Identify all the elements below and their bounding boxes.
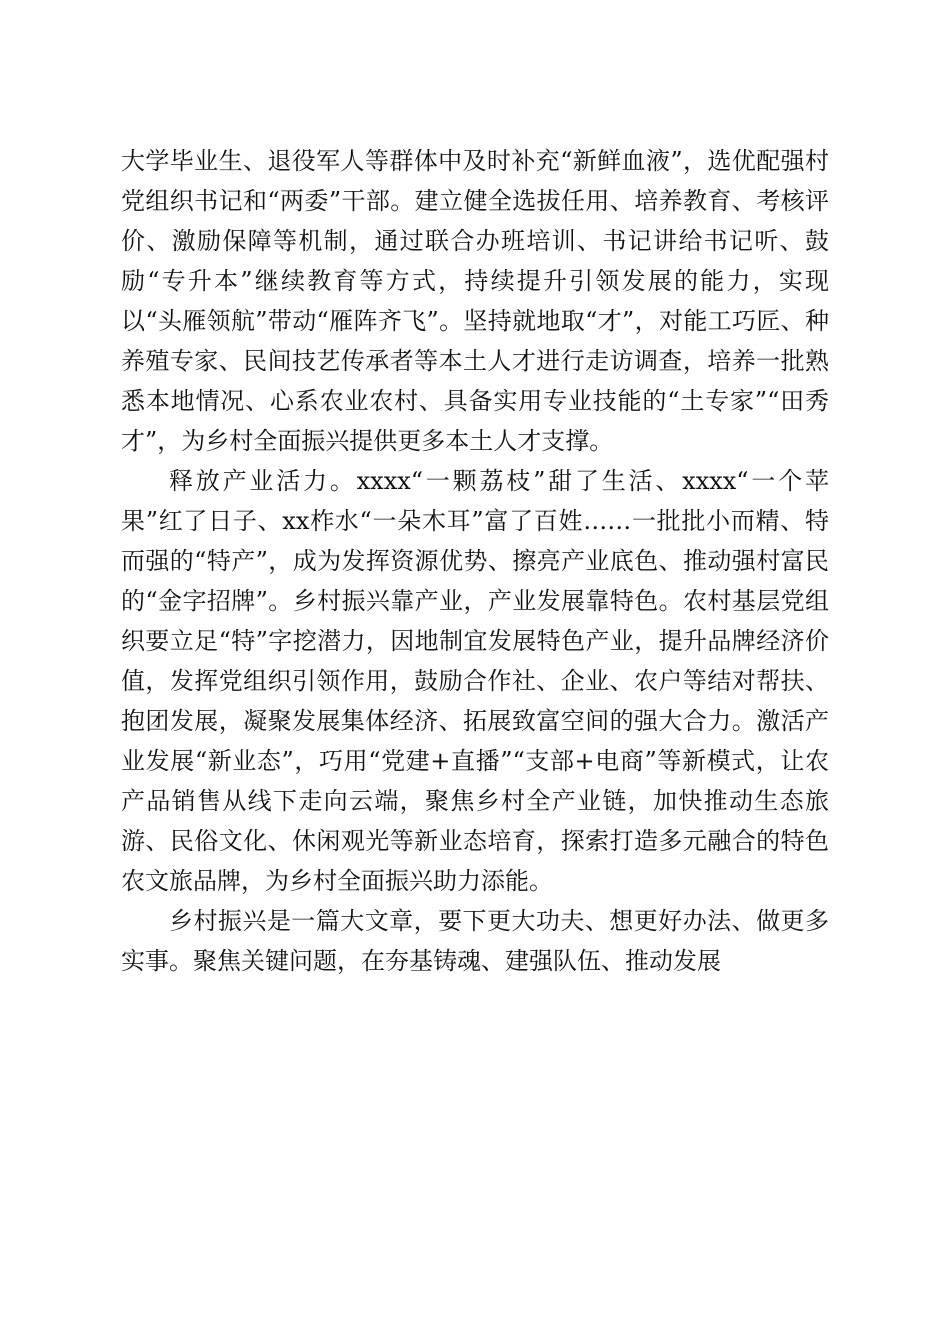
paragraph-talent-support: 大学毕业生、退役军人等群体中及时补充“新鲜血液”，选优配强村党组织书记和“两委”干部。建立健全选拔任用、培养教育、考核评价、激励保障等机制，通过联合办班培训、书记讲给书记听、鼓励“专升本”继续教育等方式，持续提升引领发展的能力，实现以“头雁领航”带动“雁阵齐飞”。坚持就地取“才”，对能工巧匠、种养殖专家、民间技艺传承者等本土人才进行走访调查，培养一批熟悉本地情况、心系农业农村、具备实用专业技能的“土专家”“田秀才”，为乡村全面振兴提供更多本土人才支撑。 xyxy=(121,147,829,455)
document-body xyxy=(121,141,829,981)
paragraph-rural-revitalization: 乡村振兴是一篇大文章，要下更大功夫、想更好办法、做更多实事。聚焦关键问题，在夯基铸魂、建强队伍、推动发展 xyxy=(121,907,829,975)
paragraph-industry-vitality: 释放产业活力。xxxx“一颗荔枝”甜了生活、xxxx“一个苹果”红了日子、xx柞水“一朵木耳”富了百姓……一批批小而精、特而强的“特产”，成为发挥资源优势、擦亮产业底色、推动强村富民的“金字招牌”。乡村振兴靠产业，产业发展靠特色。农村基层党组织要立足“特”字挖潜力，因地制宜发展特色产业，提升品牌经济价值，发挥党组织引领作用，鼓励合作社、企业、农户等结对帮扶、抱团发展，凝聚发展集体经济、拓展致富空间的强大合力。激活产业发展“新业态”，巧用“党建+直播”“支部+电商”等新模式，让农产品销售从线下走向云端，聚焦乡村全产业链，加快推动生态旅游、民俗文化、休闲观光等新业态培育，探索打造多元融合的特色农文旅品牌，为乡村全面振兴助力添能。 xyxy=(121,467,829,895)
